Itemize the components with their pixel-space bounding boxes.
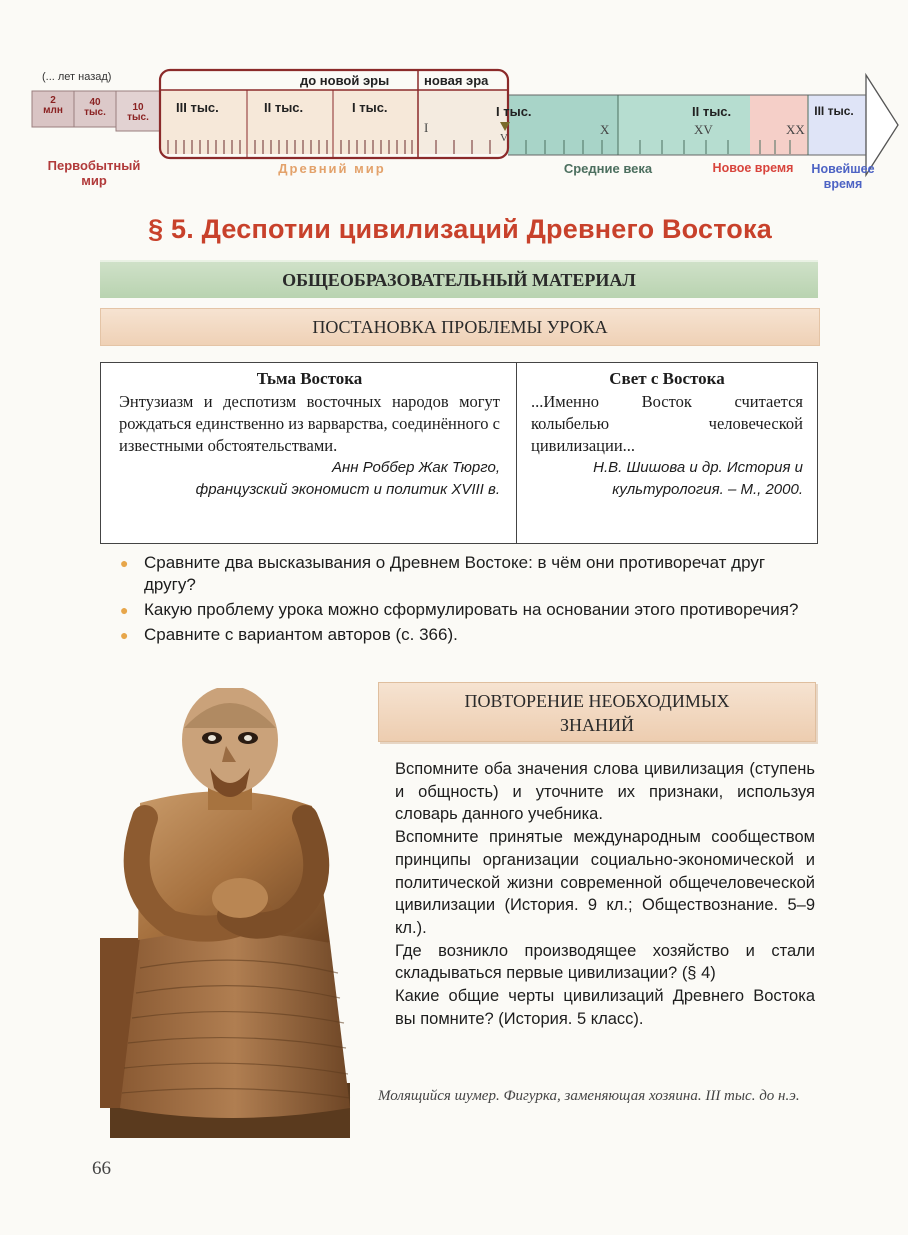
question-text: Сравните с вариантом авторов (с. 366). xyxy=(144,625,458,644)
century-10: X xyxy=(600,122,610,137)
cell-value: 40 xyxy=(89,97,101,108)
quote-darkness-of-east xyxy=(101,363,517,543)
quote-text: ...Именно Восток считается колыбелью человеческой цивилизации... xyxy=(531,392,803,455)
era-primitive: Первобытный мир xyxy=(47,158,141,188)
list-item xyxy=(120,624,820,646)
band-lesson-problem: ПОСТАНОВКА ПРОБЛЕМЫ УРОКА xyxy=(100,308,820,346)
image-caption: Молящийся шумер. Фигурка, заменяющая хозяина. III тыс. до н.э. xyxy=(378,1088,800,1104)
bullet-icon: ● xyxy=(120,555,129,571)
century-15: XV xyxy=(694,122,713,137)
bullet-icon: ● xyxy=(120,627,129,643)
questions-list xyxy=(120,552,820,649)
years-ago-label: (... лет назад) xyxy=(42,71,112,83)
millennium-2-ad: II тыс. xyxy=(692,104,732,119)
timeline-cell-40k xyxy=(74,98,116,118)
question-text: Сравните два высказывания о Древнем Востоке: в чём они противоречат друг другу? xyxy=(144,553,766,594)
band-repetition-line1: ПОВТОРЕНИЕ НЕОБХОДИМЫХ xyxy=(464,691,730,711)
paragraph: Вспомните оба значения слова цивилизация (ступень и общность) и уточните их признаки, используя словарь данного учебника. xyxy=(395,760,815,824)
quote-source: культурология. – М., 2000. xyxy=(612,481,803,498)
timeline-cell-2mln xyxy=(32,96,74,116)
era-ancient: Древний мир xyxy=(278,161,386,176)
quote-box xyxy=(100,362,818,544)
millennium-3-bc: III тыс. xyxy=(176,100,219,115)
quote-title: Свет с Востока xyxy=(609,369,725,388)
millennium-3-ad: III тыс. xyxy=(814,104,854,118)
cell-unit: тыс. xyxy=(127,112,149,123)
era-contemporary: Новейшее время xyxy=(811,162,875,191)
millennium-1-ad: I тыс. xyxy=(496,104,532,119)
quote-author: Н.В. Шишова и др. История и xyxy=(593,459,803,476)
century-5: V xyxy=(500,132,508,144)
quote-text: Энтузиазм и деспотизм восточных народов могут рождаться единственно из варварства, соединённого с известными обстоятельствами. xyxy=(119,392,500,455)
millennium-2-bc: II тыс. xyxy=(264,100,304,115)
band-repetition xyxy=(378,682,816,742)
quote-title: Тьма Востока xyxy=(256,369,363,388)
timeline xyxy=(0,0,908,210)
cell-unit: млн xyxy=(43,105,63,116)
quote-author: Анн Роббер Жак Тюрго, xyxy=(332,459,500,476)
century-20: XX xyxy=(786,122,805,137)
sumerian-statue-image xyxy=(100,688,362,1138)
quote-author-description: французский экономист и политик XVIII в. xyxy=(195,481,500,498)
page-number: 66 xyxy=(92,1158,111,1179)
era-modern: Новое время xyxy=(712,161,794,175)
cell-value: 10 xyxy=(132,102,144,113)
quote-light-from-east xyxy=(517,363,817,543)
millennium-1-bc: I тыс. xyxy=(352,100,388,115)
band-general-material: ОБЩЕОБРАЗОВАТЕЛЬНЫЙ МАТЕРИАЛ xyxy=(100,260,818,298)
band-repetition-line2: ЗНАНИЙ xyxy=(559,715,634,735)
paragraph: Какие общие черты цивилизаций Древнего Востока вы помните? (История. 5 класс). xyxy=(395,987,815,1028)
bc-label: до новой эры xyxy=(300,73,390,88)
timeline-cell-10k xyxy=(116,103,160,123)
bullet-icon: ● xyxy=(120,602,129,618)
cell-value: 2 xyxy=(50,95,56,106)
cell-unit: тыс. xyxy=(84,107,106,118)
list-item xyxy=(120,599,820,621)
section-title: § 5. Деспотии цивилизаций Древнего Востока xyxy=(148,214,772,244)
list-item xyxy=(120,552,820,596)
repetition-text xyxy=(395,758,815,1030)
ad-label: новая эра xyxy=(424,73,489,88)
century-1: I xyxy=(424,120,429,135)
paragraph: Вспомните принятые международным сообществом принципы организации социально-экономической и политической жизни современной общечеловеческой цивилизации (История. 9 кл.; Обществознание. 5–9 кл.). xyxy=(395,828,815,937)
era-middle-ages: Средние века xyxy=(563,161,653,176)
paragraph: Где возникло производящее хозяйство и стали складываться первые цивилизации? (§ 4) xyxy=(395,941,815,983)
question-text: Какую проблему урока можно сформулировать на основании этого противоречия? xyxy=(144,600,799,619)
